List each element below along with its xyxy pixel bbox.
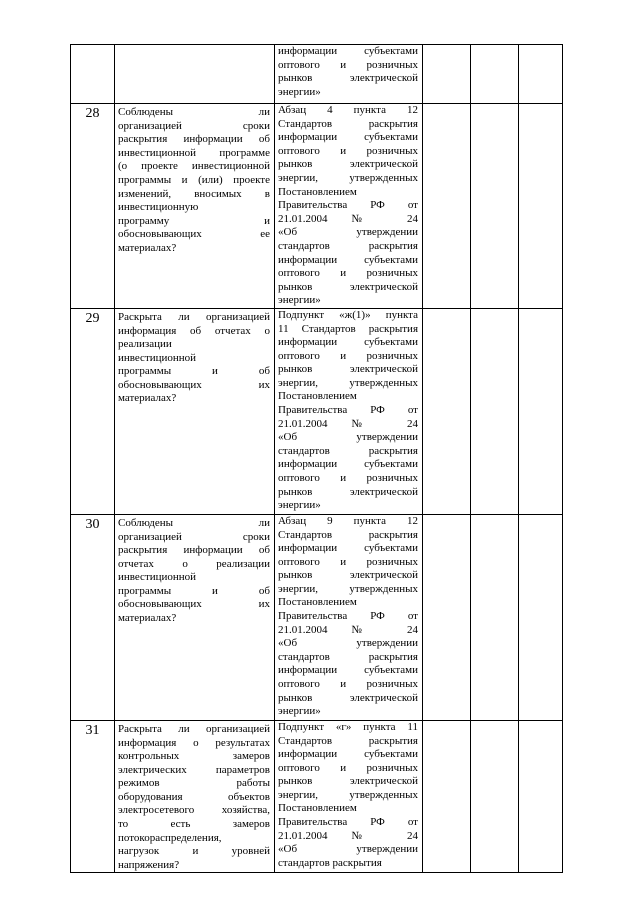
question-cell xyxy=(115,308,275,514)
question-line: информация о результатах xyxy=(118,736,270,749)
question-line: программу и xyxy=(118,214,270,227)
question-line: Соблюдены ли xyxy=(118,516,270,529)
question-line: реализации xyxy=(118,338,172,351)
reference-line: «Об утверждении xyxy=(278,637,418,650)
reference-line: Подпункт «г» пункта 11 xyxy=(278,720,418,733)
reference-line: Абзац 4 пункта 12 xyxy=(278,104,418,116)
reference-line: энергии» xyxy=(278,294,321,307)
reference-line: «Об утверждении xyxy=(278,226,418,239)
reference-line: оптового и розничных xyxy=(278,267,418,280)
question-line: инвестиционной xyxy=(118,571,197,584)
question-line: напряжения? xyxy=(118,858,180,871)
note-cell xyxy=(519,45,563,104)
reference-line: оптового и розничных xyxy=(278,349,418,362)
answer-yes-cell xyxy=(423,720,471,873)
reference-line: информации субъектами xyxy=(278,336,418,349)
question-line: электрических параметров xyxy=(118,763,270,776)
question-line: раскрытия информации об xyxy=(118,133,270,146)
legal-reference-cell xyxy=(275,514,423,720)
answer-yes-cell xyxy=(423,514,471,720)
table-row xyxy=(71,104,563,309)
answer-no-cell xyxy=(471,720,519,873)
question-cell xyxy=(115,45,275,104)
row-number: 31 xyxy=(71,720,115,873)
table-row xyxy=(71,720,563,873)
question-line: изменений, вносимых в xyxy=(118,187,270,200)
reference-line: оптового и розничных xyxy=(278,58,418,71)
question-line: то есть замеров xyxy=(118,818,270,831)
reference-line: рынков электрической xyxy=(278,775,418,788)
reference-line: энергии, утвержденных xyxy=(278,171,418,184)
reference-line: рынков электрической xyxy=(278,485,418,498)
row-number: 30 xyxy=(71,514,115,720)
question-line: режимов работы xyxy=(118,777,270,790)
question-line: программы и об xyxy=(118,365,270,378)
question-line: обосновывающих их xyxy=(118,378,270,391)
reference-line: Постановлением xyxy=(278,185,357,198)
reference-line: энергии» xyxy=(278,499,321,512)
row-number: 28 xyxy=(71,104,115,309)
answer-no-cell xyxy=(471,104,519,309)
question-line: инвестиционной xyxy=(118,351,197,364)
reference-line: Постановлением xyxy=(278,390,357,403)
reference-line: Стандартов раскрытия xyxy=(278,117,418,130)
reference-line: информации субъектами xyxy=(278,664,418,677)
reference-line: «Об утверждении xyxy=(278,843,418,856)
question-line: инвестиционной программе xyxy=(118,146,270,159)
table-row xyxy=(71,514,563,720)
question-line: инвестиционную xyxy=(118,201,199,214)
question-line: материалах? xyxy=(118,612,177,625)
question-line: раскрытия информации об xyxy=(118,544,270,557)
reference-line: 21.01.2004 № 24 xyxy=(278,623,418,636)
reference-line: энергии» xyxy=(278,705,321,718)
question-line: программы и об xyxy=(118,584,270,597)
reference-line: Абзац 9 пункта 12 xyxy=(278,514,418,527)
question-line: организацией сроки xyxy=(118,119,270,132)
reference-line: информации субъектами xyxy=(278,131,418,144)
question-line: контрольных замеров xyxy=(118,750,270,763)
reference-line: информации субъектами xyxy=(278,253,418,266)
reference-line: оптового и розничных xyxy=(278,144,418,157)
table-row xyxy=(71,308,563,514)
legal-reference-cell xyxy=(275,45,423,104)
reference-line: энергии, утвержденных xyxy=(278,582,418,595)
note-cell xyxy=(519,308,563,514)
reference-line: Постановлением xyxy=(278,802,357,815)
reference-line: Постановлением xyxy=(278,596,357,609)
reference-line: рынков электрической xyxy=(278,569,418,582)
reference-line: стандартов раскрытия xyxy=(278,444,418,457)
reference-line: Правительства РФ от xyxy=(278,610,418,623)
reference-line: «Об утверждении xyxy=(278,431,418,444)
reference-line: Подпункт «ж(1)» пункта xyxy=(278,308,418,321)
legal-reference-cell xyxy=(275,720,423,873)
question-line: потокораспределения, xyxy=(118,831,222,844)
reference-line: стандартов раскрытия xyxy=(278,239,418,252)
reference-line: стандартов раскрытия xyxy=(278,650,418,663)
checklist-table xyxy=(70,44,563,873)
question-line: информация об отчетах о xyxy=(118,324,270,337)
reference-line: энергии» xyxy=(278,85,321,98)
reference-line: Правительства РФ от xyxy=(278,404,418,417)
question-cell xyxy=(115,514,275,720)
reference-line: энергии, утвержденных xyxy=(278,788,418,801)
answer-yes-cell xyxy=(423,45,471,104)
reference-line: информации субъектами xyxy=(278,542,418,555)
reference-line: Правительства РФ от xyxy=(278,199,418,212)
reference-line: Стандартов раскрытия xyxy=(278,528,418,541)
reference-line: стандартов раскрытия xyxy=(278,856,382,869)
answer-no-cell xyxy=(471,514,519,720)
reference-line: энергии, утвержденных xyxy=(278,376,418,389)
question-line: оборудования объектов xyxy=(118,790,270,803)
reference-line: Стандартов раскрытия xyxy=(278,734,418,747)
question-line: (о проекте инвестиционной xyxy=(118,160,270,173)
reference-line: 21.01.2004 № 24 xyxy=(278,417,418,430)
note-cell xyxy=(519,104,563,309)
question-line: программы и (или) проекте xyxy=(118,173,270,186)
question-line: Раскрыта ли организацией xyxy=(118,722,270,735)
question-line: материалах? xyxy=(118,241,177,254)
reference-line: рынков электрической xyxy=(278,691,418,704)
reference-line: 21.01.2004 № 24 xyxy=(278,212,418,225)
reference-line: 11 Стандартов раскрытия xyxy=(278,322,418,335)
reference-line: оптового и розничных xyxy=(278,555,418,568)
reference-line: 21.01.2004 № 24 xyxy=(278,829,418,842)
question-line: отчетах о реализации xyxy=(118,557,270,570)
reference-line: информации субъектами xyxy=(278,458,418,471)
reference-line: оптового и розничных xyxy=(278,678,418,691)
reference-line: Правительства РФ от xyxy=(278,816,418,829)
question-line: материалах? xyxy=(118,392,177,405)
question-line: Соблюдены ли xyxy=(118,106,270,118)
answer-no-cell xyxy=(471,308,519,514)
legal-reference-cell xyxy=(275,308,423,514)
question-line: обосновывающих ее xyxy=(118,228,270,241)
question-line: электросетевого хозяйства, xyxy=(118,804,270,817)
row-number: 29 xyxy=(71,308,115,514)
answer-yes-cell xyxy=(423,104,471,309)
question-line: нагрузок и уровней xyxy=(118,845,270,858)
reference-line: информации субъектами xyxy=(278,748,418,761)
reference-line: рынков электрической xyxy=(278,363,418,376)
question-cell xyxy=(115,720,275,873)
note-cell xyxy=(519,514,563,720)
question-line: организацией сроки xyxy=(118,530,270,543)
legal-reference-cell xyxy=(275,104,423,309)
reference-line: оптового и розничных xyxy=(278,761,418,774)
answer-no-cell xyxy=(471,45,519,104)
question-line: обосновывающих их xyxy=(118,598,270,611)
reference-line: оптового и розничных xyxy=(278,472,418,485)
reference-line: рынков электрической xyxy=(278,72,418,85)
table-row xyxy=(71,45,563,104)
question-line: Раскрыта ли организацией xyxy=(118,310,270,323)
question-cell xyxy=(115,104,275,309)
row-number xyxy=(71,45,115,104)
answer-yes-cell xyxy=(423,308,471,514)
reference-line: информации субъектами xyxy=(278,45,418,57)
reference-line: рынков электрической xyxy=(278,158,418,171)
reference-line: рынков электрической xyxy=(278,280,418,293)
note-cell xyxy=(519,720,563,873)
